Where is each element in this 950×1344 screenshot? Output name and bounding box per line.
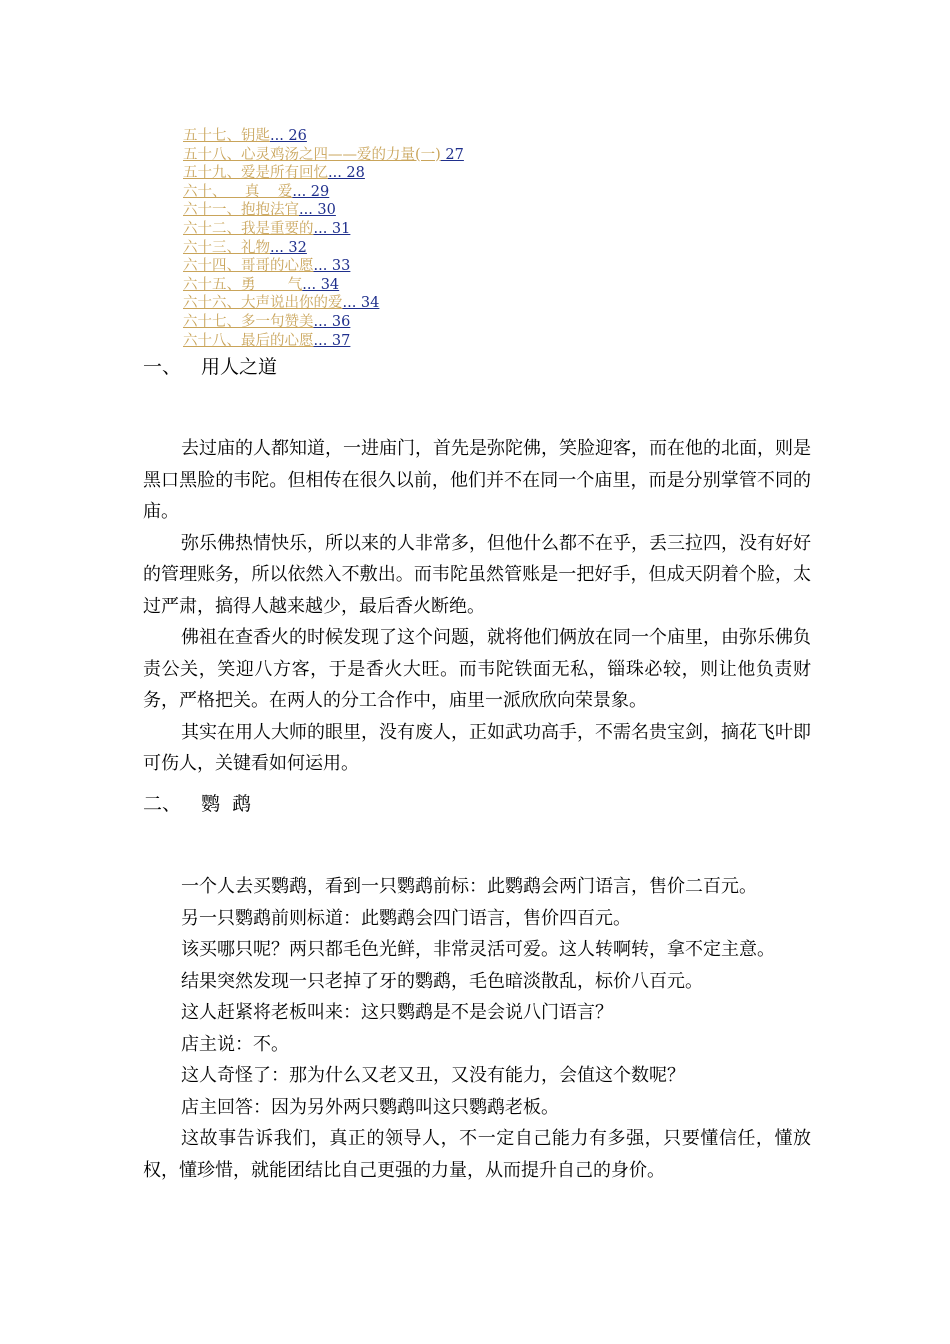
section-body: [143, 433, 811, 780]
paragraph: 其实在用人大师的眼里，没有废人，正如武功高手，不需名贵宝剑，摘花飞叶即可伤人，关键看如何运用。: [143, 721, 811, 774]
text-line: 该买哪只呢？两只都毛色光鲜，非常灵活可爱。这人转啊转，拿不定主意。: [181, 939, 775, 960]
section-heading: [143, 352, 277, 379]
toc-entry-page[interactable]: ... 34: [302, 276, 340, 293]
toc-entry[interactable]: [183, 146, 464, 165]
toc-entry[interactable]: [183, 127, 464, 146]
paragraph: 佛祖在查香火的时候发现了这个问题，就将他们俩放在同一个庙里，由弥乐佛负责公关，笑迎八方客，于是香火大旺。而韦陀铁面无私，锱珠必较，则让他负责财务，严格把关。在两人的分工合作中，庙里一派欣欣向荣景象。: [143, 627, 811, 711]
section-body: [143, 871, 811, 1186]
toc-entry-title[interactable]: 六十三、礼物: [183, 239, 270, 256]
text-line: 这人赶紧将老板叫来：这只鹦鹉是不是会说八门语言？: [181, 1002, 613, 1023]
toc-entry-page[interactable]: ... 36: [313, 313, 351, 330]
section-number: 二、: [143, 793, 182, 815]
toc-entry[interactable]: [183, 294, 464, 313]
text-line: 店主回答：因为另外两只鹦鹉叫这只鹦鹉老板。: [181, 1096, 559, 1118]
toc-entry[interactable]: [183, 164, 464, 183]
toc-entry[interactable]: [183, 332, 464, 351]
section-number: 一、: [143, 356, 182, 378]
paragraph: 去过庙的人都知道，一进庙门，首先是弥陀佛，笑脸迎客，而在他的北面，则是黑口黑脸的韦陀。但相传在很久以前，他们并不在同一个庙里，而是分别掌管不同的庙。: [143, 438, 811, 522]
toc-entry-title[interactable]: 六十、 真 爱: [183, 183, 293, 200]
toc-entry-title[interactable]: 六十一、抱抱法官: [183, 202, 299, 219]
toc-entry-title[interactable]: 五十九、爱是所有回忆: [183, 165, 328, 182]
text-line: 店主说：不。: [181, 1033, 289, 1055]
toc-entry-title[interactable]: 六十六、大声说出你的爱: [183, 295, 343, 312]
toc-entry-title[interactable]: 五十八、心灵鸡汤之四——爱的力量(一): [183, 146, 441, 163]
text-line: 这人奇怪了：那为什么又老又丑，又没有能力，会值这个数呢？: [181, 1065, 685, 1086]
toc-entry-page[interactable]: ... 29: [292, 183, 330, 200]
toc-entry-title[interactable]: 六十二、我是重要的: [183, 220, 314, 237]
toc-entry-page[interactable]: ... 30: [299, 202, 336, 219]
toc-entry[interactable]: [183, 313, 464, 332]
toc-entry-title[interactable]: 六十五、勇 气: [183, 276, 303, 293]
section-title: 用人之道: [201, 356, 278, 378]
toc-entry-page[interactable]: ... 37: [313, 332, 351, 349]
toc-entry-title[interactable]: 五十七、钥匙: [183, 128, 270, 144]
section-title: 鹦 鹉: [201, 793, 252, 815]
text-line: 另一只鹦鹉前则标道：此鹦鹉会四门语言，售价四百元。: [181, 907, 631, 929]
toc-entry-title[interactable]: 六十七、多一句赞美: [183, 313, 314, 330]
section-heading: [143, 789, 251, 816]
toc-entry-page[interactable]: ... 26: [270, 128, 307, 144]
toc-entry[interactable]: [183, 201, 464, 220]
text-line: 结果突然发现一只老掉了牙的鹦鹉，毛色暗淡散乱，标价八百元。: [181, 970, 703, 992]
toc-entry-page[interactable]: 27: [440, 146, 464, 163]
table-of-contents: [183, 127, 464, 350]
toc-entry-title[interactable]: 六十四、哥哥的心愿: [183, 258, 314, 275]
toc-entry[interactable]: [183, 239, 464, 258]
toc-entry-page[interactable]: ... 34: [342, 295, 380, 312]
toc-entry-page[interactable]: ... 28: [328, 165, 365, 182]
toc-entry-page[interactable]: ... 32: [270, 239, 307, 256]
toc-entry-title[interactable]: 六十八、最后的心愿: [183, 332, 314, 349]
toc-entry[interactable]: [183, 257, 464, 276]
toc-entry[interactable]: [183, 276, 464, 295]
toc-entry[interactable]: [183, 183, 464, 202]
toc-entry-page[interactable]: ... 33: [313, 258, 351, 275]
text-line: 一个人去买鹦鹉，看到一只鹦鹉前标：此鹦鹉会两门语言，售价二百元。: [181, 876, 757, 897]
toc-entry[interactable]: [183, 220, 464, 239]
toc-entry-page[interactable]: ... 31: [313, 220, 351, 237]
paragraph: 弥乐佛热情快乐，所以来的人非常多，但他什么都不在乎，丢三拉四，没有好好的管理账务，所以依然入不敷出。而韦陀虽然管账是一把好手，但成天阴着个脸，太过严肃，搞得人越来越少，最后香火断绝。: [143, 532, 811, 617]
paragraph: 这故事告诉我们，真正的领导人，不一定自己能力有多强，只要懂信任，懂放权，懂珍惜，就能团结比自己更强的力量，从而提升自己的身价。: [143, 1128, 811, 1181]
